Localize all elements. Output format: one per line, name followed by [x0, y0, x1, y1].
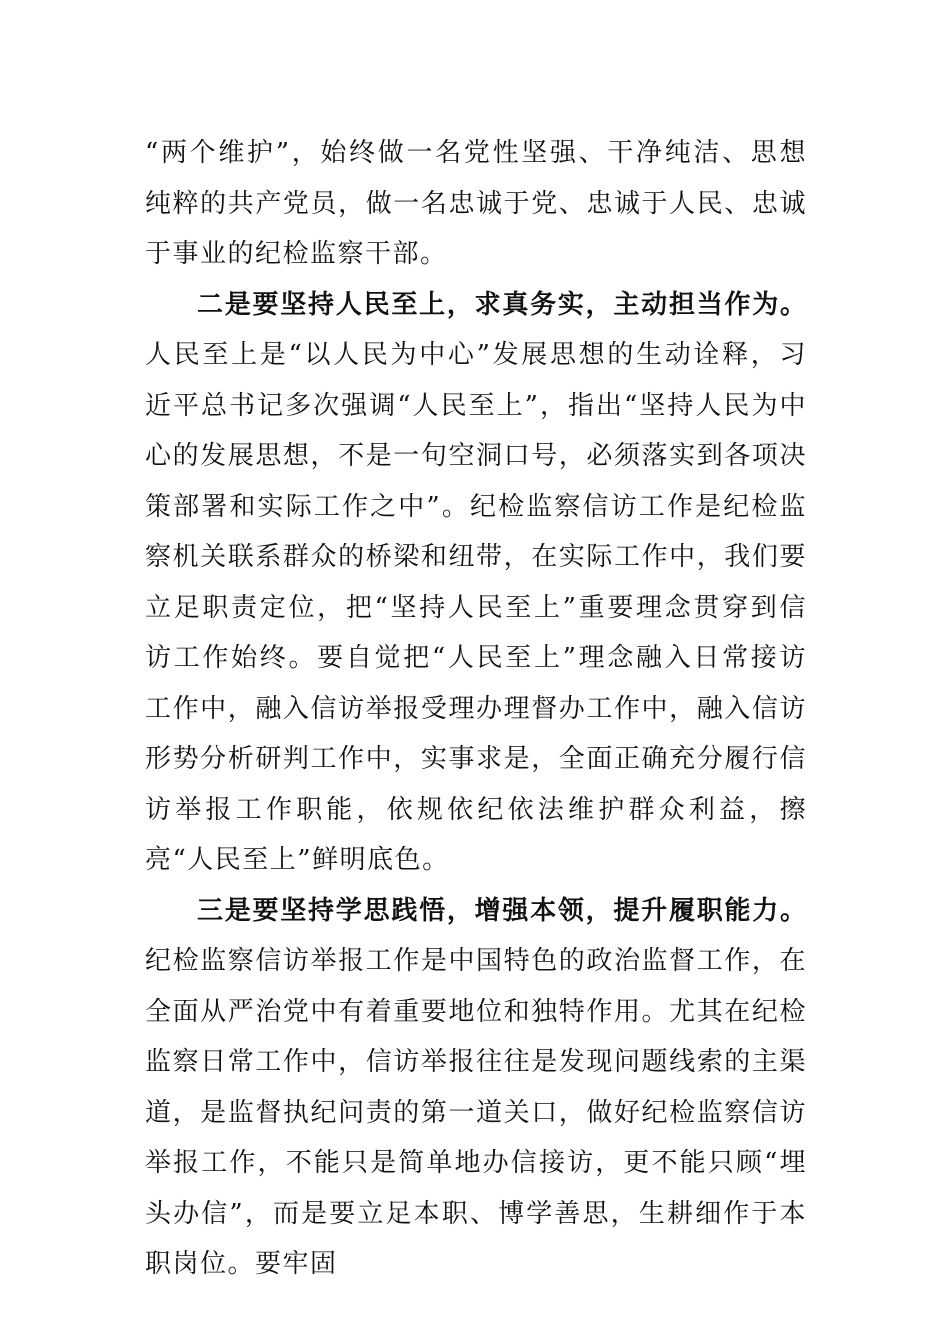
paragraph-1-text: “两个维护”，始终做一名党性坚强、干净纯洁、思想纯粹的共产党员，做一名忠诚于党、忠诚于人民、忠诚于事业的纪检监察干部。 [145, 138, 807, 269]
paragraph-3-text: 纪检监察信访举报工作是中国特色的政治监督工作，在全面从严治党中有着重要地位和独特作用。尤其在纪检监察日常工作中，信访举报往往是发现问题线索的主渠道，是监督执纪问责的第一道关口，做好纪检监察信访举报工作，不能只是简单地办信接访，更不能只顾“埋头办信”，而是要立足本职、博学善思，生耕细作于本职岗位。要牢固 [145, 946, 807, 1279]
paragraph-3-lead: 三是要坚持学思践悟，增强本领，提升履职能力。 [197, 895, 807, 926]
paragraph-people-first [145, 280, 807, 886]
paragraph-2-text: 人民至上是“以人民为中心”发展思想的生动诠释，习近平总书记多次强调“人民至上”，指出“坚持人民为中心的发展思想，不是一句空洞口号，必须落实到各项决策部署和实际工作之中”。纪检监察信访工作是纪检监察机关联系群众的桥梁和纽带，在实际工作中，我们要立足职责定位，把“坚持人民至上”重要理念贯穿到信访工作始终。要自觉把“人民至上”理念融入日常接访工作中，融入信访举报受理办理督办工作中，融入信访形势分析研判工作中，实事求是，全面正确充分履行信访举报工作职能，依规依纪依法维护群众利益，擦亮“人民至上”鲜明底色。 [145, 340, 807, 875]
document-body [145, 128, 807, 1290]
paragraph-continuation [145, 128, 807, 280]
paragraph-2-lead: 二是要坚持人民至上，求真务实，主动担当作为。 [197, 289, 807, 320]
paragraph-learning [145, 886, 807, 1290]
